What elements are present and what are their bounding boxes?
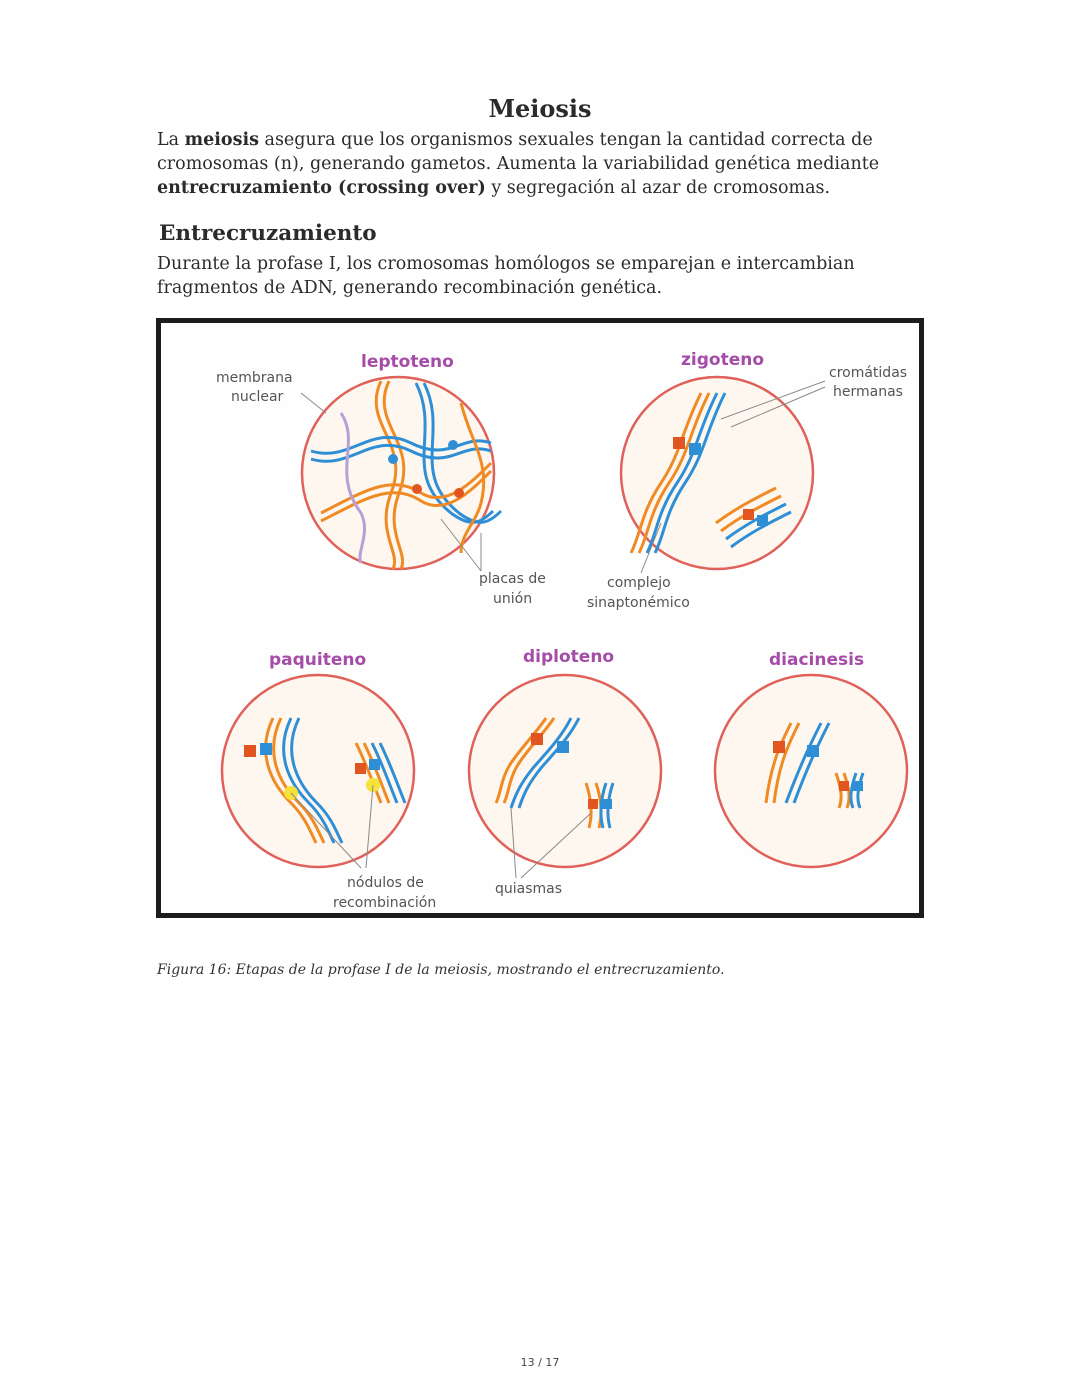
intro-bold-crossing: entrecruzamiento (crossing over) bbox=[157, 178, 486, 198]
section-heading: Entrecruzamiento bbox=[159, 221, 377, 246]
intro-text-2: asegura que los organismos sexuales tengan la cantidad correcta de cromosomas (n), generando gametos. Aumenta la variabilidad genética mediante bbox=[157, 130, 880, 174]
label-complejo-2: sinaptonémico bbox=[587, 595, 690, 611]
label-nodulos-1: nódulos de bbox=[347, 875, 424, 891]
section-paragraph: Durante la profase I, los cromosomas homólogos se emparejan e intercambian fragmentos de ADN, generando recombinación genética. bbox=[157, 254, 855, 298]
label-cromatidas-2: hermanas bbox=[833, 384, 903, 400]
label-complejo-1: complejo bbox=[607, 575, 671, 591]
label-placas-1: placas de bbox=[479, 571, 546, 587]
label-quiasmas: quiasmas bbox=[495, 881, 563, 897]
intro-text-1: La bbox=[157, 130, 185, 150]
cell-diacinesis bbox=[715, 675, 907, 867]
page-number: 13 / 17 bbox=[520, 1356, 560, 1369]
cell-paquiteno bbox=[222, 675, 414, 867]
intro-text-3: y segregación al azar de cromosomas. bbox=[485, 178, 831, 198]
label-placas-2: unión bbox=[493, 591, 533, 607]
stage-label-diacinesis: diacinesis bbox=[769, 650, 865, 670]
label-nodulos-2: recombinación bbox=[333, 895, 437, 911]
stage-label-leptoteno: leptoteno bbox=[361, 352, 454, 372]
label-cromatidas-1: cromátidas bbox=[829, 365, 908, 381]
stage-label-paquiteno: paquiteno bbox=[269, 650, 367, 670]
label-membrana-1: membrana bbox=[216, 370, 293, 386]
intro-paragraph bbox=[157, 128, 937, 200]
figure-caption: Figura 16: Etapas de la profase I de la meiosis, mostrando el entrecruzamiento. bbox=[157, 962, 725, 978]
meiosis-figure bbox=[156, 318, 924, 918]
meiosis-diagram bbox=[161, 323, 919, 913]
page-title: Meiosis bbox=[488, 94, 592, 123]
cell-leptoteno bbox=[302, 377, 501, 569]
stage-label-diploteno: diploteno bbox=[523, 647, 615, 667]
cell-diploteno bbox=[469, 675, 661, 867]
intro-bold-meiosis: meiosis bbox=[184, 130, 259, 150]
stage-label-zigoteno: zigoteno bbox=[681, 350, 765, 370]
label-membrana-2: nuclear bbox=[231, 389, 284, 405]
cell-zigoteno bbox=[621, 377, 813, 569]
